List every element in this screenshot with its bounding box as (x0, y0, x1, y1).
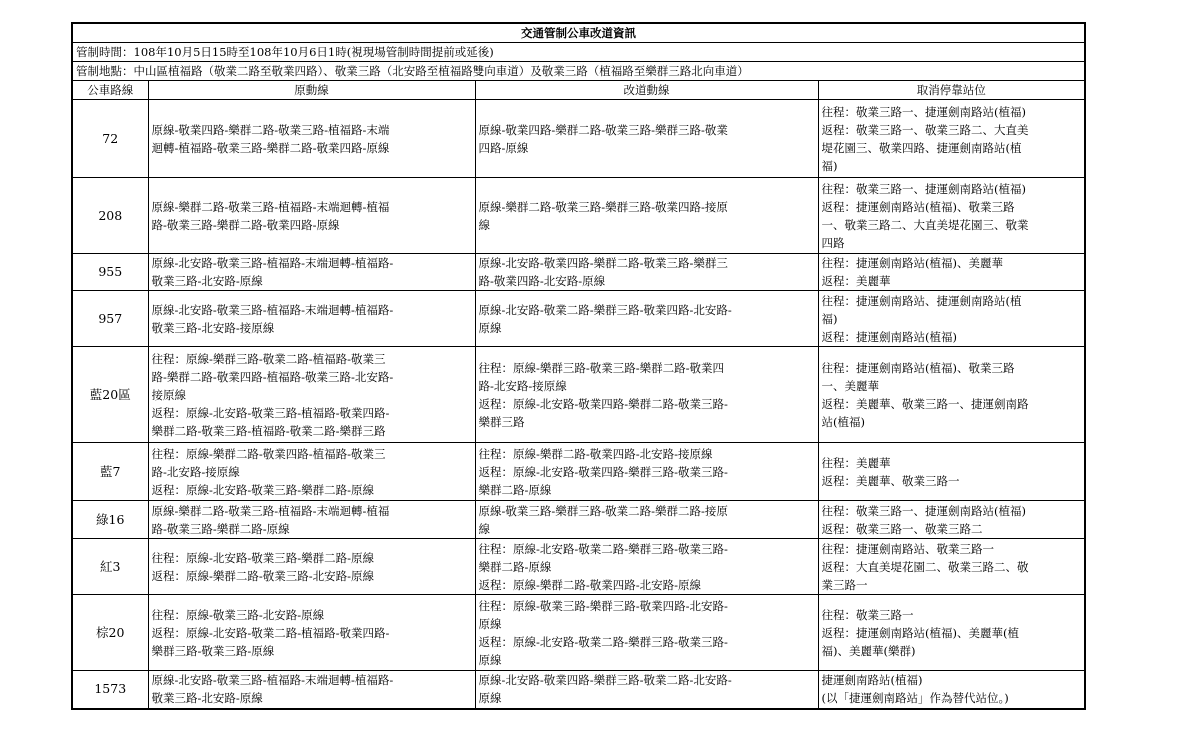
cell-line: 原線-樂群二路-敬業三路-樂群三路-敬業四路-接原 (478, 199, 728, 214)
route-number: 957 (72, 291, 148, 347)
route-number: 72 (72, 100, 148, 178)
cell-line: 路-樂群二路-敬業四路-植福路-敬業三路-北安路- (151, 369, 394, 384)
cell-line: 路-敬業三路-樂群二路-敬業四路-原線 (151, 217, 340, 232)
cell-line: 樂群三路 (478, 414, 525, 429)
cell-line: 福) (821, 311, 838, 326)
cell-line: 樂群三路-敬業三路-原線 (151, 643, 275, 658)
cell-line: 返程：原線-北安路-敬業二路-植福路-敬業四路- (151, 625, 390, 640)
cell-line: 一、美麗華 (821, 378, 879, 393)
detour-route-cell (475, 291, 818, 347)
cell-line: 返程：原線-樂群二路-敬業四路-北安路-原線 (478, 577, 702, 592)
cell-line: 業三路一 (821, 577, 868, 592)
cell-line: 往程：原線-樂群三路-敬業二路-植福路-敬業三 (151, 351, 386, 366)
cell-line: 返程：美麗華、敬業三路一、捷運劍南路 (821, 396, 1029, 411)
route-number: 1573 (72, 671, 148, 709)
original-route-cell (148, 539, 475, 595)
cell-line: 路-敬業四路-北安路-原線 (478, 274, 606, 288)
cell-line: 樂群二路-原線 (478, 482, 552, 497)
cell-line: 返程：捷運劍南路站(植福)、美麗華(植 (821, 625, 1019, 640)
detour-table (71, 22, 1086, 710)
detour-route-cell (475, 347, 818, 443)
cell-line: 返程：美麗華 (821, 274, 891, 288)
detour-route-cell (475, 539, 818, 595)
cell-line: 原線 (478, 652, 502, 667)
cell-line: 原線-樂群二路-敬業三路-植福路-末端迴轉-植福 (151, 503, 390, 518)
cell-line: 往程：捷運劍南路站(植福)、美麗華 (821, 256, 1003, 270)
cell-line: 原線-敬業四路-樂群二路-敬業三路-植福路-末端 (151, 122, 390, 137)
cell-line: 原線 (478, 616, 502, 631)
cancelled-stops-cell (818, 254, 1085, 291)
cell-line: 福)、美麗華(樂群) (821, 643, 916, 658)
original-route-cell (148, 501, 475, 539)
control-time: 管制時間：108年10月5日15時至108年10月6日1時(視現場管制時間提前或延後) (72, 43, 1085, 62)
route-number: 棕20 (72, 595, 148, 671)
cell-line: 一、敬業三路二、大直美堤花園三、敬業 (821, 217, 1029, 232)
cell-line: 返程：原線-北安路-敬業三路-植福路-敬業四路- (151, 405, 390, 420)
original-route-cell (148, 178, 475, 254)
cell-line: (以「捷運劍南路站」作為替代站位。) (821, 691, 1009, 706)
cell-line: 迴轉-植福路-敬業三路-樂群二路-敬業四路-原線 (151, 140, 390, 155)
cell-line: 返程：美麗華、敬業三路一 (821, 473, 960, 488)
cell-line: 返程：敬業三路一、敬業三路二 (821, 521, 983, 536)
original-route-cell (148, 100, 475, 178)
route-number: 藍7 (72, 443, 148, 501)
cell-line: 敬業三路-北安路-接原線 (151, 320, 275, 335)
cell-line: 往程：原線-敬業三路-樂群三路-敬業四路-北安路- (478, 598, 728, 613)
cell-line: 返程：原線-樂群二路-敬業三路-北安路-原線 (151, 568, 375, 583)
route-number: 紅3 (72, 539, 148, 595)
cell-line: 原線-北安路-敬業三路-植福路-末端迴轉-植福路- (151, 673, 394, 688)
cell-line: 敬業三路-北安路-原線 (151, 691, 263, 706)
cell-line: 往程：捷運劍南路站、敬業三路一 (821, 541, 994, 556)
original-route-cell (148, 254, 475, 291)
cell-line: 原線-北安路-敬業三路-植福路-末端迴轉-植福路- (151, 302, 394, 317)
cell-line: 返程：敬業三路一、敬業三路二、大直美 (821, 122, 1029, 137)
cell-line: 返程：捷運劍南路站(植福)、敬業三路 (821, 199, 1015, 214)
table-row (72, 178, 1085, 254)
route-number: 955 (72, 254, 148, 291)
cell-line: 往程：原線-北安路-敬業三路-樂群二路-原線 (151, 550, 375, 565)
cell-line: 返程：原線-北安路-敬業三路-樂群二路-原線 (151, 482, 375, 497)
original-route-cell (148, 443, 475, 501)
original-route-cell (148, 671, 475, 709)
cell-line: 原線-北安路-敬業四路-樂群二路-敬業三路-樂群三 (478, 256, 728, 270)
cell-line: 往程：敬業三路一、捷運劍南路站(植福) (821, 104, 1026, 119)
header-route: 公車路線 (72, 81, 148, 100)
cancelled-stops-cell (818, 443, 1085, 501)
cell-line: 往程：原線-北安路-敬業二路-樂群三路-敬業三路- (478, 541, 728, 556)
cell-line: 敬業三路-北安路-原線 (151, 274, 263, 288)
control-place-row (72, 62, 1085, 81)
detour-route-cell (475, 671, 818, 709)
cell-line: 返程：捷運劍南路站(植福) (821, 329, 957, 344)
cell-line: 路-敬業三路-樂群二路-原線 (151, 521, 290, 536)
cell-line: 返程：原線-北安路-敬業四路-樂群二路-敬業三路- (478, 396, 728, 411)
original-route-cell (148, 595, 475, 671)
original-route-cell (148, 347, 475, 443)
table-row (72, 291, 1085, 347)
detour-route-cell (475, 595, 818, 671)
detour-route-cell (475, 501, 818, 539)
cell-line: 往程：原線-敬業三路-北安路-原線 (151, 607, 325, 622)
cell-line: 線 (478, 521, 490, 536)
cancelled-stops-cell (818, 671, 1085, 709)
cell-line: 原線 (478, 320, 502, 335)
cell-line: 原線-敬業三路-樂群三路-敬業二路-樂群二路-接原 (478, 503, 728, 518)
route-number: 208 (72, 178, 148, 254)
cancelled-stops-cell (818, 539, 1085, 595)
detour-route-cell (475, 254, 818, 291)
bus-detour-document (71, 22, 1084, 710)
detour-route-cell (475, 178, 818, 254)
title-row (72, 23, 1085, 43)
cell-line: 福) (821, 158, 838, 173)
cell-line: 原線-北安路-敬業三路-植福路-末端迴轉-植福路- (151, 256, 394, 270)
original-route-cell (148, 291, 475, 347)
cell-line: 四路 (821, 235, 845, 250)
cancelled-stops-cell (818, 347, 1085, 443)
table-row (72, 254, 1085, 291)
cell-line: 往程：敬業三路一、捷運劍南路站(植福) (821, 503, 1026, 518)
cell-line: 往程：美麗華 (821, 455, 891, 470)
control-place: 管制地點：中山區植福路（敬業二路至敬業四路）、敬業三路（北安路至植福路雙向車道）及敬業三路（植福路至樂群三路北向車道） (72, 62, 1085, 81)
table-row (72, 347, 1085, 443)
cell-line: 樂群二路-敬業三路-植福路-敬業二路-樂群三路 (151, 423, 386, 438)
table-row (72, 539, 1085, 595)
control-time-row (72, 43, 1085, 62)
cell-line: 返程：原線-北安路-敬業二路-樂群三路-敬業三路- (478, 634, 728, 649)
cell-line: 原線-北安路-敬業四路-樂群三路-敬業二路-北安路- (478, 673, 732, 688)
header-cancelled: 取消停靠站位 (818, 81, 1085, 100)
cancelled-stops-cell (818, 100, 1085, 178)
cancelled-stops-cell (818, 501, 1085, 539)
cell-line: 往程：捷運劍南路站(植福)、敬業三路 (821, 360, 1015, 375)
cell-line: 路-北安路-接原線 (478, 378, 567, 393)
cell-line: 返程：大直美堤花園二、敬業三路二、敬 (821, 559, 1029, 574)
cell-line: 站(植福) (821, 414, 865, 429)
table-row (72, 443, 1085, 501)
cell-line: 往程：敬業三路一、捷運劍南路站(植福) (821, 181, 1026, 196)
cell-line: 往程：原線-樂群二路-敬業四路-植福路-敬業三 (151, 446, 386, 461)
cancelled-stops-cell (818, 178, 1085, 254)
cell-line: 往程：敬業三路一 (821, 607, 914, 622)
cell-line: 往程：原線-樂群二路-敬業四路-北安路-接原線 (478, 446, 713, 461)
cancelled-stops-cell (818, 291, 1085, 347)
cell-line: 線 (478, 217, 490, 232)
cancelled-stops-cell (818, 595, 1085, 671)
route-number: 綠16 (72, 501, 148, 539)
cell-line: 原線 (478, 691, 502, 706)
header-detour: 改道動線 (475, 81, 818, 100)
table-row (72, 595, 1085, 671)
detour-route-cell (475, 100, 818, 178)
cell-line: 原線-敬業四路-樂群二路-敬業三路-樂群三路-敬業 (478, 122, 728, 137)
header-original: 原動線 (148, 81, 475, 100)
cell-line: 往程：原線-樂群三路-敬業三路-樂群二路-敬業四 (478, 360, 725, 375)
route-number: 藍20區 (72, 347, 148, 443)
cell-line: 接原線 (151, 387, 186, 402)
header-row (72, 81, 1085, 100)
cell-line: 四路-原線 (478, 140, 529, 155)
cell-line: 原線-樂群二路-敬業三路-植福路-末端迴轉-植福 (151, 199, 390, 214)
table-title: 交通管制公車改道資訊 (72, 23, 1085, 43)
cell-line: 返程：原線-北安路-敬業四路-樂群三路-敬業三路- (478, 464, 728, 479)
cell-line: 樂群二路-原線 (478, 559, 552, 574)
table-row (72, 671, 1085, 709)
cell-line: 往程：捷運劍南路站、捷運劍南路站(植 (821, 293, 1022, 308)
table-row (72, 501, 1085, 539)
cell-line: 原線-北安路-敬業二路-樂群三路-敬業四路-北安路- (478, 302, 732, 317)
detour-route-cell (475, 443, 818, 501)
cell-line: 路-北安路-接原線 (151, 464, 240, 479)
table-row (72, 100, 1085, 178)
cell-line: 堤花園三、敬業四路、捷運劍南路站(植 (821, 140, 1022, 155)
cell-line: 捷運劍南路站(植福) (821, 673, 923, 688)
